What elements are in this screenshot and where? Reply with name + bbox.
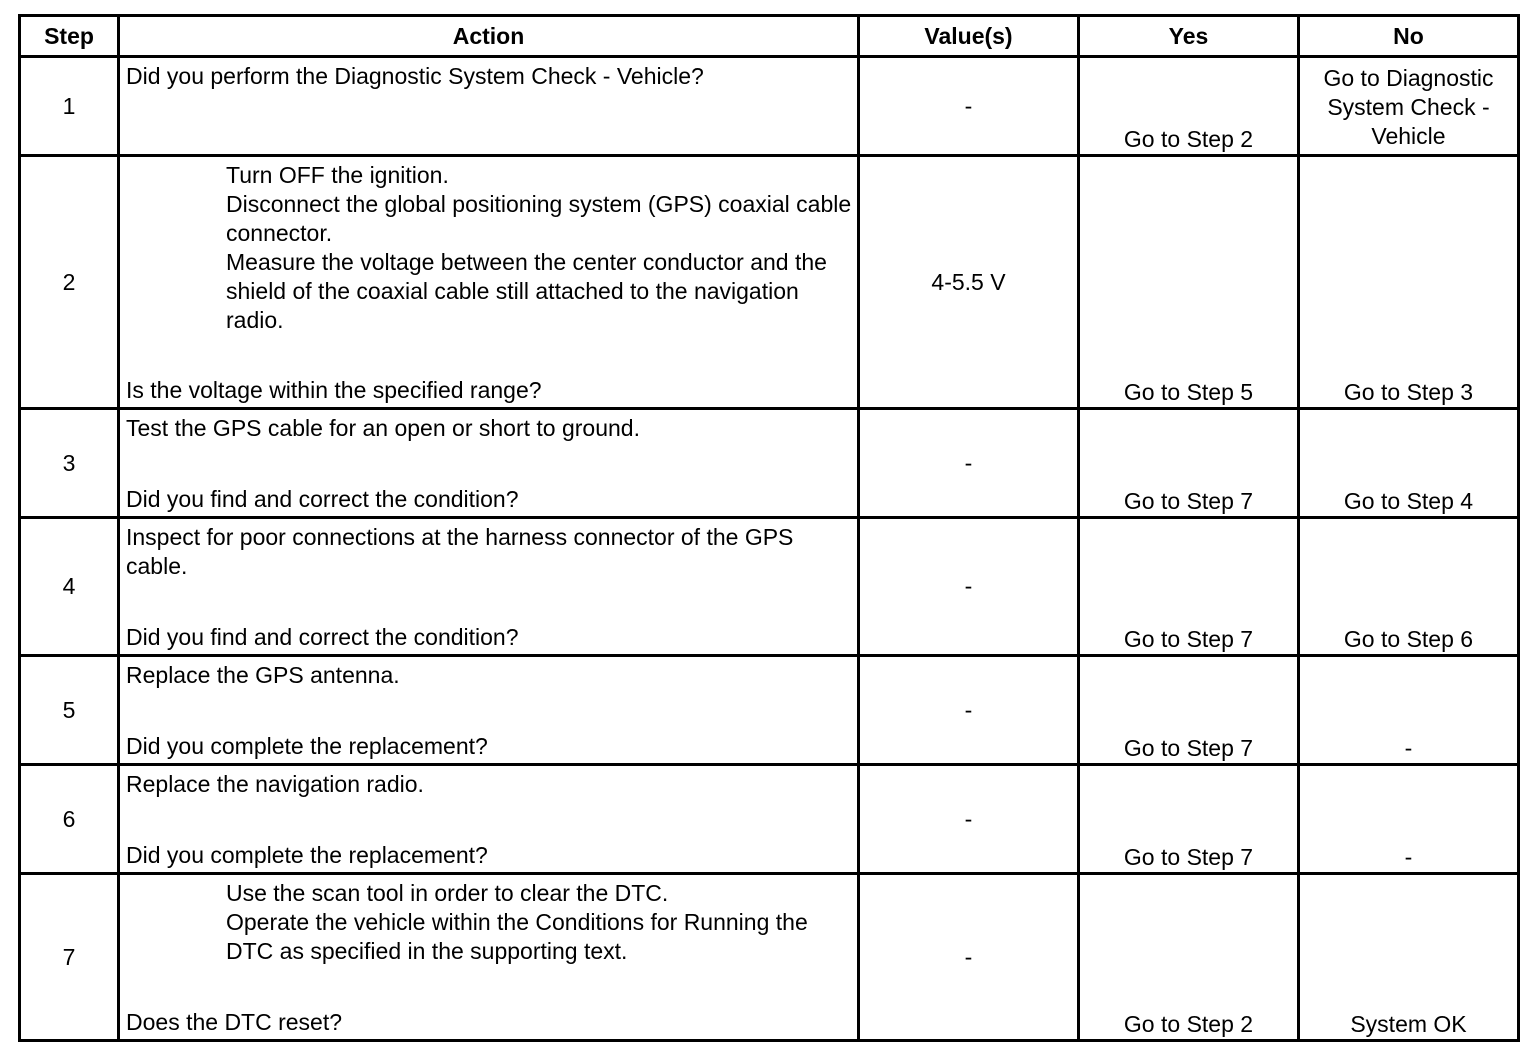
action-bullets	[126, 879, 853, 966]
header-step: Step	[20, 16, 119, 57]
action-bullet: Disconnect the global positioning system (GPS) coaxial cable connector.	[226, 191, 852, 246]
table-row	[20, 518, 1519, 656]
header-values: Value(s)	[859, 16, 1079, 57]
value-cell: -	[859, 409, 1079, 518]
step-number: 3	[20, 409, 119, 518]
action-cell	[119, 156, 859, 409]
action-question: Is the voltage within the specified range?	[126, 377, 542, 403]
step-number: 7	[20, 874, 119, 1041]
yes-cell: Go to Step 2	[1079, 57, 1299, 156]
table-row	[20, 156, 1519, 409]
yes-cell: Go to Step 7	[1079, 518, 1299, 656]
table-row	[20, 57, 1519, 156]
step-number: 5	[20, 656, 119, 765]
action-bullet: Operate the vehicle within the Conditions for Running the DTC as specified in the supporting text.	[226, 909, 808, 964]
action-text: Test the GPS cable for an open or short to ground.	[126, 415, 640, 441]
no-cell: System OK	[1299, 874, 1519, 1041]
value-cell: -	[859, 518, 1079, 656]
action-question: Does the DTC reset?	[126, 1009, 343, 1035]
header-no: No	[1299, 16, 1519, 57]
yes-cell: Go to Step 5	[1079, 156, 1299, 409]
action-cell	[119, 409, 859, 518]
diagnostic-table	[18, 14, 1520, 1042]
table-row	[20, 656, 1519, 765]
action-bullets	[126, 161, 853, 335]
step-number: 1	[20, 57, 119, 156]
action-text: Inspect for poor connections at the harness connector of the GPS cable.	[126, 524, 794, 579]
table-row	[20, 409, 1519, 518]
action-text: Replace the navigation radio.	[126, 771, 424, 797]
action-question: Did you complete the replacement?	[126, 842, 488, 868]
no-cell: Go to Diagnostic System Check - Vehicle	[1299, 57, 1519, 156]
no-cell: -	[1299, 765, 1519, 874]
step-number: 4	[20, 518, 119, 656]
value-cell: -	[859, 874, 1079, 1041]
no-cell: Go to Step 3	[1299, 156, 1519, 409]
value-cell: 4-5.5 V	[859, 156, 1079, 409]
action-bullet: Measure the voltage between the center conductor and the shield of the coaxial cable still attached to the navigation radio.	[226, 249, 827, 333]
no-cell: Go to Step 4	[1299, 409, 1519, 518]
action-cell	[119, 57, 859, 156]
action-text: Did you perform the Diagnostic System Check - Vehicle?	[126, 63, 704, 89]
header-row	[20, 16, 1519, 57]
no-cell: -	[1299, 656, 1519, 765]
action-question: Did you complete the replacement?	[126, 733, 488, 759]
step-number: 6	[20, 765, 119, 874]
yes-cell: Go to Step 2	[1079, 874, 1299, 1041]
action-cell	[119, 765, 859, 874]
action-question: Did you find and correct the condition?	[126, 624, 519, 650]
header-action: Action	[119, 16, 859, 57]
no-cell: Go to Step 6	[1299, 518, 1519, 656]
action-bullet: Use the scan tool in order to clear the DTC.	[226, 880, 669, 906]
action-cell	[119, 518, 859, 656]
yes-cell: Go to Step 7	[1079, 656, 1299, 765]
action-bullet: Turn OFF the ignition.	[226, 162, 449, 188]
action-question: Did you find and correct the condition?	[126, 486, 519, 512]
action-cell	[119, 874, 859, 1041]
yes-cell: Go to Step 7	[1079, 765, 1299, 874]
action-cell	[119, 656, 859, 765]
value-cell: -	[859, 765, 1079, 874]
value-cell: -	[859, 57, 1079, 156]
table-row	[20, 874, 1519, 1041]
step-number: 2	[20, 156, 119, 409]
table-row	[20, 765, 1519, 874]
value-cell: -	[859, 656, 1079, 765]
action-text: Replace the GPS antenna.	[126, 662, 400, 688]
yes-cell: Go to Step 7	[1079, 409, 1299, 518]
header-yes: Yes	[1079, 16, 1299, 57]
